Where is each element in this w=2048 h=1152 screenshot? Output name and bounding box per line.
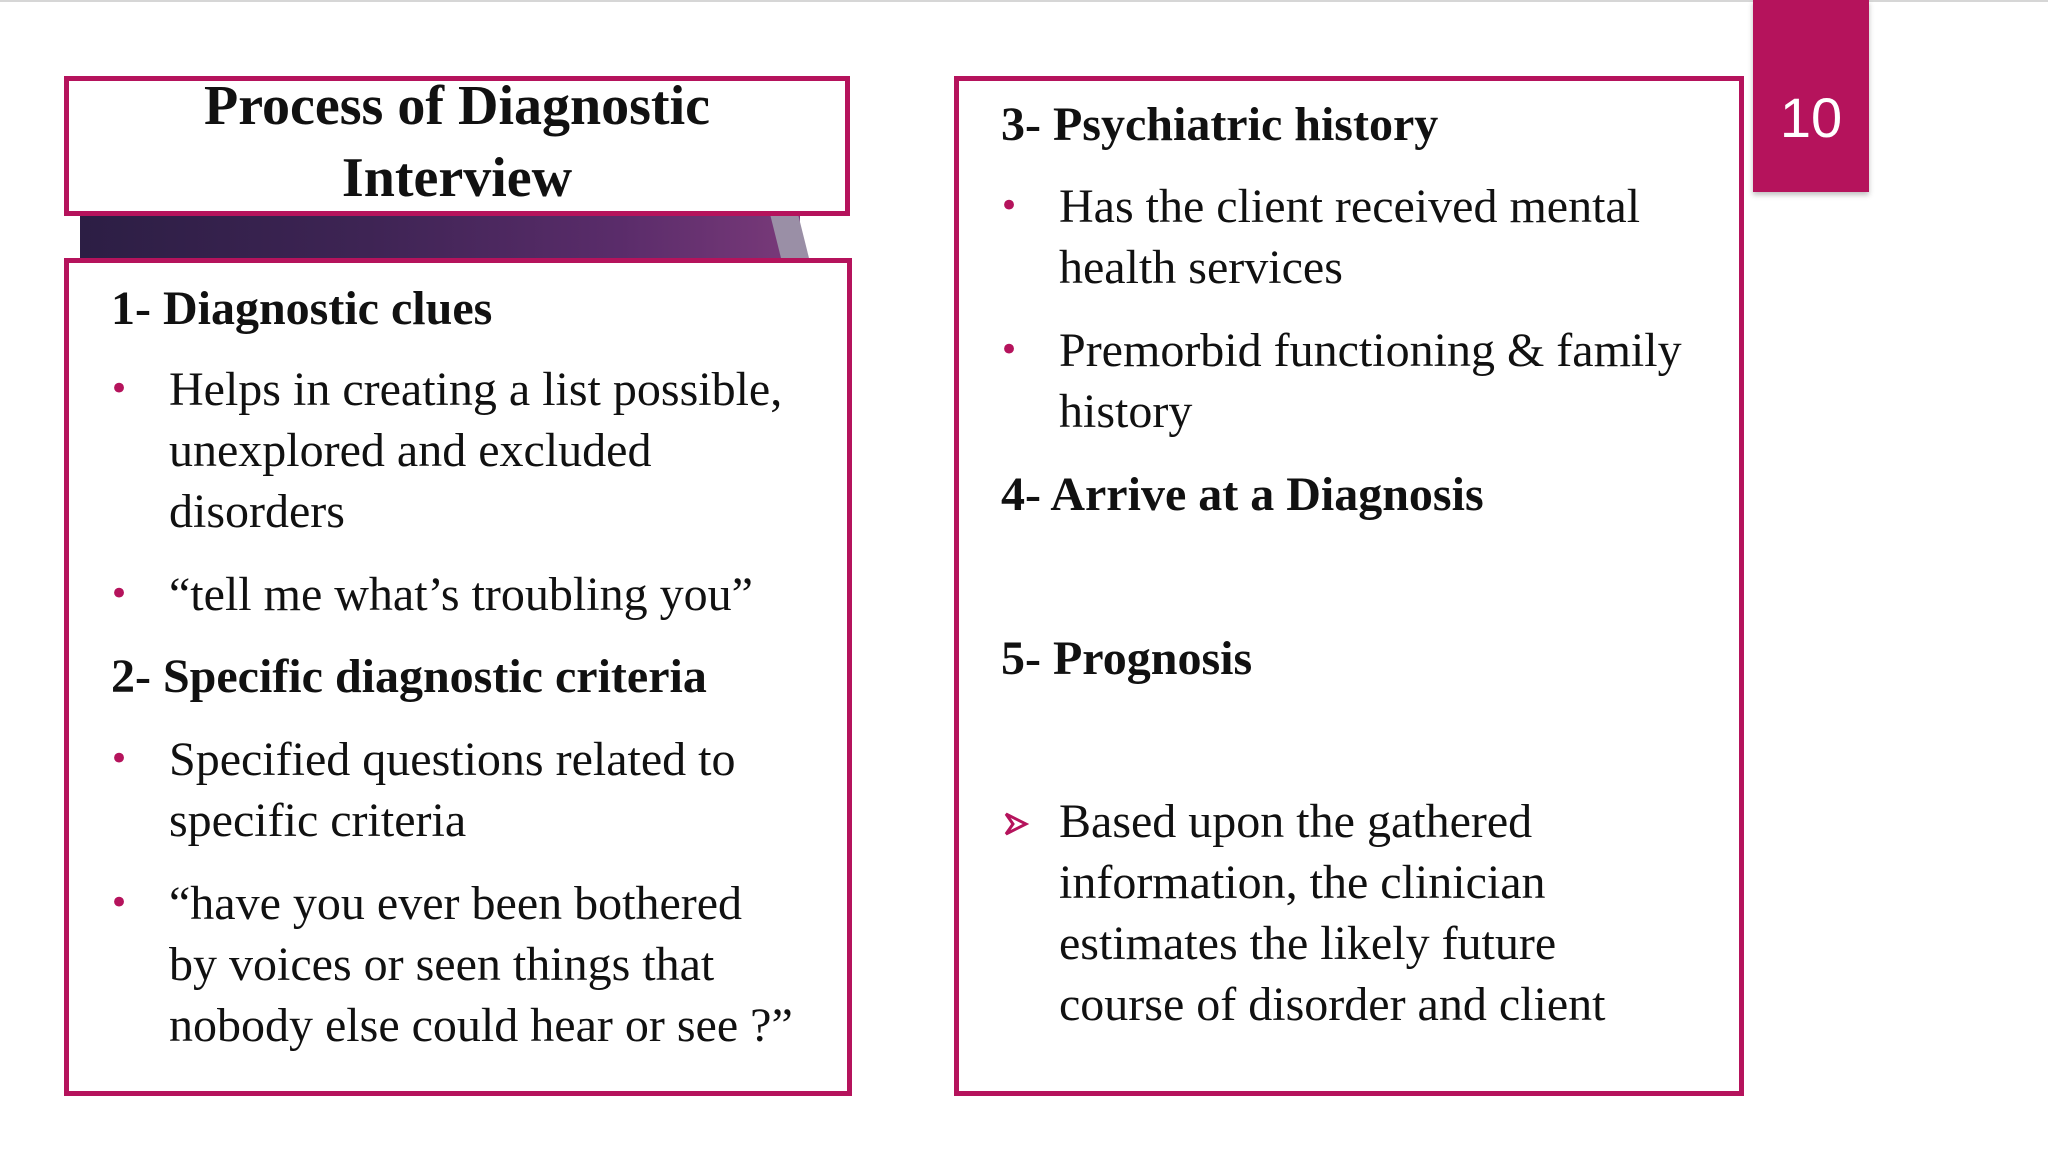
bullet-icon: • [109,369,130,409]
bullet-icon: • [999,186,1020,226]
bullet-icon: • [109,574,130,614]
arrow-bullet-icon [1003,811,1029,837]
bullet-icon: • [109,883,130,923]
section-heading-prognosis: 5- Prognosis [1001,632,1253,685]
section-heading-diagnostic-clues: 1- Diagnostic clues [111,282,493,335]
right-content-panel [954,76,1744,1096]
slide-title-box [64,76,850,216]
bullet-text: “have you ever been bothered by voices or seen things that nobody else could hear or see ?” [169,877,793,1052]
top-divider [0,0,2048,2]
bullet-text: “tell me what’s troubling you” [169,568,753,621]
slide-number: 10 [1779,86,1843,149]
bullet-icon: • [109,739,130,779]
section-heading-arrive-diagnosis: 4- Arrive at a Diagnosis [1001,468,1484,521]
slide-title: Process of Diagnostic Interview [204,75,710,209]
title-shadow-band [80,216,800,260]
bullet-text: Premorbid functioning & family history [1059,324,1682,438]
section-heading-specific-criteria: 2- Specific diagnostic criteria [111,650,707,703]
slide-number-badge [1753,0,1869,192]
section-heading-psychiatric-history: 3- Psychiatric history [1001,98,1439,151]
bullet-text: Specified questions related to specific criteria [169,733,736,847]
left-content-panel [64,258,852,1096]
bullet-text: Has the client received mental health services [1059,180,1641,294]
bullet-icon: • [999,330,1020,370]
bullet-text: Helps in creating a list possible, unexplored and excluded disorders [169,363,783,538]
arrow-item-text: Based upon the gathered information, the clinician estimates the likely future course of disorder and client [1059,795,1606,1031]
